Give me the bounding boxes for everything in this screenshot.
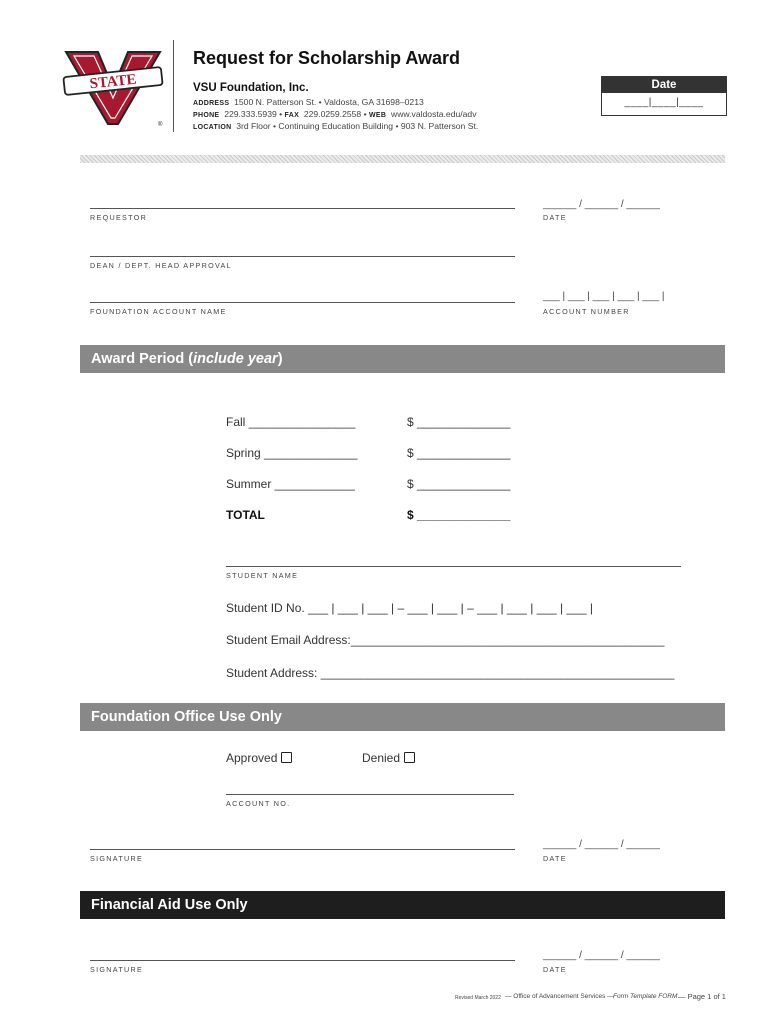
approved-checkbox[interactable]	[281, 752, 292, 763]
hatch-divider	[80, 155, 725, 163]
date-box-label: Date	[602, 77, 726, 93]
foundation-office-heading: Foundation Office Use Only	[80, 703, 725, 731]
account-no-label: ACCOUNT NO.	[226, 799, 291, 808]
header-divider	[173, 40, 174, 132]
denied-option[interactable]: Denied	[362, 751, 415, 765]
footer-revised: Revised March 2022	[455, 995, 501, 1001]
fall-amount-field[interactable]: $ ______________	[407, 415, 511, 429]
location-line: LOCATION 3rd Floor • Continuing Education Building • 903 N. Patterson St.	[193, 121, 479, 131]
denied-checkbox[interactable]	[404, 752, 415, 763]
financial-aid-date-field[interactable]: ______ / ______ / ______	[543, 950, 660, 961]
account-number-label: ACCOUNT NUMBER	[543, 307, 630, 316]
student-name-field[interactable]	[226, 566, 681, 567]
award-period-heading: Award Period (include year)	[80, 345, 725, 373]
fall-field[interactable]: Fall ________________	[226, 415, 356, 429]
foundation-date-field[interactable]: ______ / ______ / ______	[543, 839, 660, 850]
foundation-signature-field[interactable]	[90, 849, 515, 850]
account-name-label: FOUNDATION ACCOUNT NAME	[90, 307, 227, 316]
spring-field[interactable]: Spring ______________	[226, 446, 358, 460]
dean-approval-field[interactable]	[90, 256, 515, 257]
requestor-date-field[interactable]: ______ / ______ / ______	[543, 199, 660, 210]
footer-page: — Page 1 of 1	[678, 992, 726, 1001]
date-box-blank[interactable]: ____|____|____	[624, 97, 704, 108]
footer-template: Form Template FORM	[613, 993, 678, 1000]
student-id-field[interactable]: Student ID No. ___ | ___ | ___ | – ___ | ___ | – ___ | ___ | ___ | ___ |	[226, 601, 593, 615]
student-email-field[interactable]: Student Email Address:_______________________________________________	[226, 633, 665, 647]
financial-aid-signature-label: SIGNATURE	[90, 965, 144, 974]
summer-field[interactable]: Summer ____________	[226, 477, 355, 491]
account-number-field[interactable]: ___ | ___ | ___ | ___ | ___ |	[543, 291, 665, 302]
svg-text:®: ®	[158, 122, 163, 128]
page-title: Request for Scholarship Award	[193, 48, 461, 68]
vsu-logo-graphic	[62, 48, 164, 128]
foundation-date-label: DATE	[543, 854, 567, 863]
summer-amount-field[interactable]: $ ______________	[407, 477, 511, 491]
total-amount-field[interactable]: $ ______________	[407, 508, 511, 522]
student-address-field[interactable]: Student Address: _____________________________________________________	[226, 666, 675, 680]
foundation-signature-label: SIGNATURE	[90, 854, 144, 863]
logo-text: STATE	[88, 71, 138, 93]
approved-option[interactable]: Approved	[226, 751, 292, 765]
spring-amount-field[interactable]: $ ______________	[407, 446, 511, 460]
account-no-field[interactable]	[226, 794, 514, 795]
student-name-label: STUDENT NAME	[226, 571, 299, 580]
financial-aid-heading: Financial Aid Use Only	[80, 891, 725, 919]
contact-line: PHONE 229.333.5939 • FAX 229.0259.2558 • WEB www.valdosta.edu/adv	[193, 109, 477, 119]
requestor-date-label: DATE	[543, 213, 567, 222]
footer-office: — Office of Advancement Services —	[505, 993, 614, 1000]
financial-aid-date-label: DATE	[543, 965, 567, 974]
requestor-field[interactable]	[90, 208, 515, 209]
total-label: TOTAL	[226, 508, 265, 522]
address-line: ADDRESS 1500 N. Patterson St. • Valdosta, GA 31698–0213	[193, 97, 424, 107]
account-name-field[interactable]	[90, 302, 515, 303]
org-name: VSU Foundation, Inc.	[193, 82, 309, 94]
dean-approval-label: DEAN / DEPT. HEAD APPROVAL	[90, 261, 232, 270]
vsu-logo	[62, 48, 164, 128]
requestor-label: REQUESTOR	[90, 213, 148, 222]
date-box[interactable]	[601, 76, 727, 116]
financial-aid-signature-field[interactable]	[90, 960, 515, 961]
